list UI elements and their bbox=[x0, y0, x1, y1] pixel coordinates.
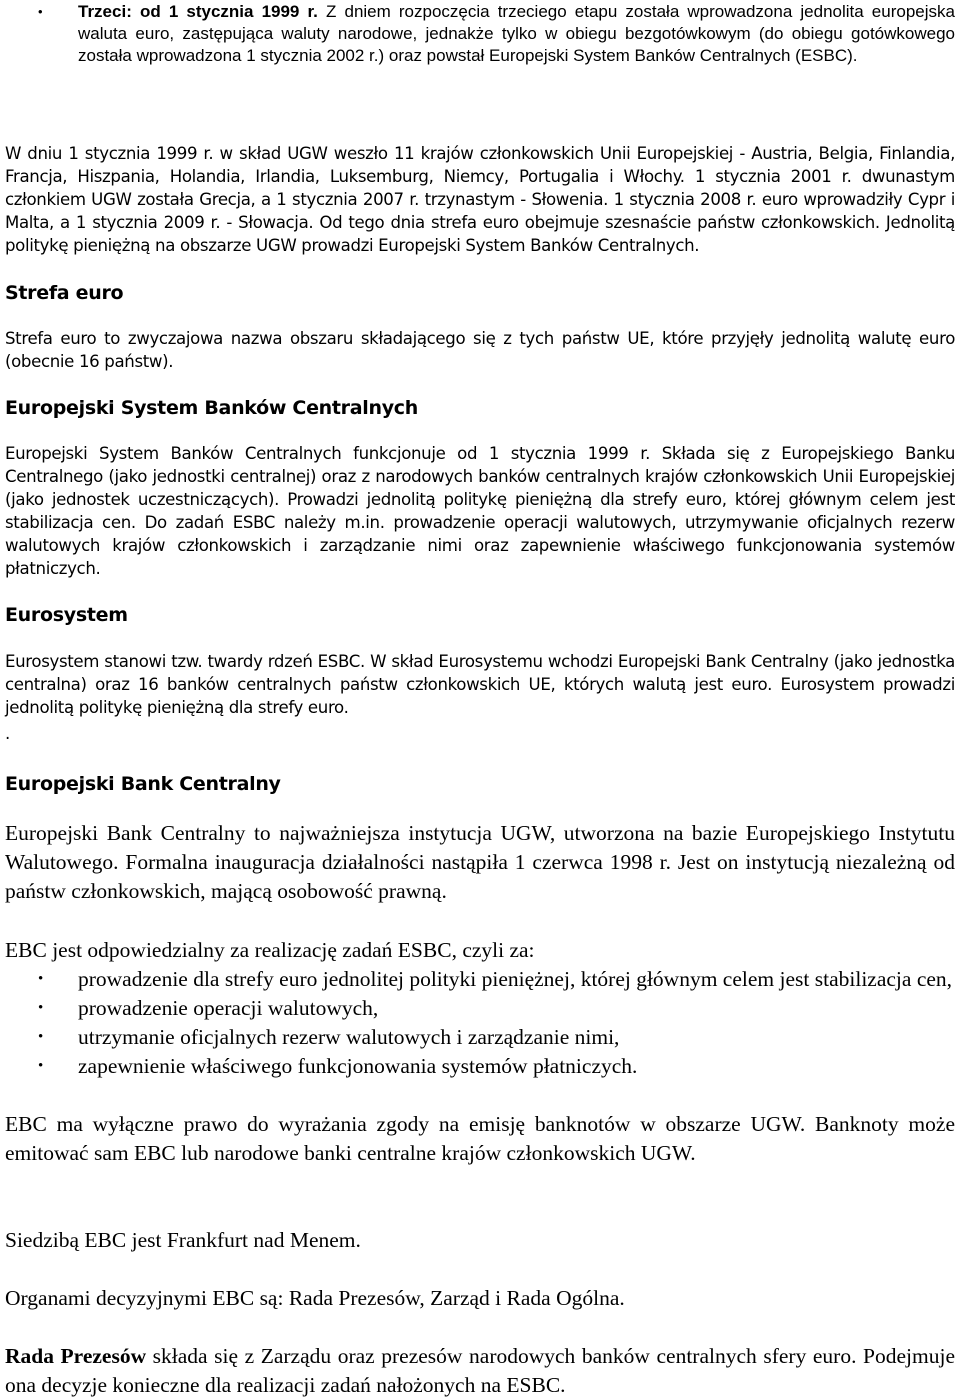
list-bullet-dot: • bbox=[38, 1058, 44, 1074]
section-heading-eurosystem: Eurosystem bbox=[5, 604, 128, 626]
intro-bullet-dot: • bbox=[38, 4, 43, 19]
list-item bbox=[5, 1052, 955, 1081]
list-item-text: zapewnienie właściwego funkcjonowania systemów płatniczych. bbox=[78, 1054, 638, 1078]
list-item bbox=[5, 965, 955, 994]
rada-prezesow-text: składa się z Zarządu oraz prezesów narodowych banków centralnych sfery euro. Podejmuje ona decyzje konieczne dla realizacji zadań nałożonych na ESBC. bbox=[5, 1344, 955, 1397]
section-heading-strefa-euro: Strefa euro bbox=[5, 282, 124, 304]
list-item-text: prowadzenie dla strefy euro jednolitej polityki pieniężnej, której głównym celem jest stabilizacja cen, bbox=[78, 967, 953, 991]
list-bullet-dot: • bbox=[38, 1000, 44, 1016]
section-heading-ebc: Europejski Bank Centralny bbox=[5, 773, 281, 795]
ebc-seat-paragraph: Siedzibą EBC jest Frankfurt nad Menem. bbox=[5, 1228, 361, 1252]
list-item bbox=[5, 994, 955, 1023]
section-heading-esbc: Europejski System Banków Centralnych bbox=[5, 397, 418, 419]
list-bullet-dot: • bbox=[38, 971, 44, 987]
ebc-intro-paragraph: Europejski Bank Centralny to najważniejsza instytucja UGW, utworzona na bazie Europejskiego Instytutu Walutowego. Formalna inauguracja działalności nastąpiła 1 czerwca 1998 r. Jest on instytucją niezależną od państw członkowskich, mającą osobowość prawną. bbox=[5, 821, 955, 903]
ugw-paragraph: W dniu 1 stycznia 1999 r. w skład UGW weszło 11 krajów członkowskich Unii Europejskiej - Austria, Belgia, Finlandia, Francja, Hiszpania, Holandia, Irlandia, Luksemburg, Niemcy, Portugalia i Włochy. 1 stycznia 2001 r. dwunastym członkiem UGW została Grecja, a 1 stycznia 2007 r. trzynastym - Słowenia. 1 stycznia 2008 r. euro wprowadziły Cypr i Malta, a 1 stycznia 2009 r. - Słowacja. Od tego dnia strefa euro obejmuje szesnaście państw członkowskich. Jednolitą politykę pieniężną na obszarze UGW prowadzi Europejski System Banków Centralnych. bbox=[5, 144, 955, 255]
rada-prezesow-paragraph bbox=[5, 1342, 955, 1400]
strefa-euro-paragraph: Strefa euro to zwyczajowa nazwa obszaru składającego się z tych państw UE, które przyjęły jednolitą walutę euro (obecnie 16 państw). bbox=[5, 329, 955, 371]
esbc-paragraph: Europejski System Banków Centralnych funkcjonuje od 1 stycznia 1999 r. Składa się z Europejskiego Banku Centralnego (jako jednostki centralnej) oraz z narodowych banków centralnych krajów członkowskich Unii Europejskiej (jako jednostek uczestniczących). Prowadzi jednolitą politykę pieniężną dla strefy euro, której głównym celem jest stabilizacja cen. Do zadań ESBC należy m.in. prowadzenie operacji walutowych, utrzymywanie oficjalnych rezerw walutowych krajów członkowskich i zarządzanie nimi oraz zapewnienie właściwego funkcjonowania systemów płatniczych. bbox=[5, 444, 955, 578]
ebc-banknotes-paragraph: EBC ma wyłączne prawo do wyrażania zgody na emisję banknotów w obszarze UGW. Banknoty może emitować sam EBC lub narodowe banki centralne krajów członkowskich UGW. bbox=[5, 1112, 955, 1165]
ebc-tasks-intro: EBC jest odpowiedzialny za realizację zadań ESBC, czyli za: bbox=[5, 938, 535, 962]
eurosystem-paragraph: Eurosystem stanowi tzw. twardy rdzeń ESBC. W skład Eurosystemu wchodzi Europejski Bank Centralny (jako jednostka centralna) oraz 16 banków centralnych państw członkowskich UE, których walutą jest euro. Eurosystem prowadzi jednolitą politykę pieniężną dla strefy euro. bbox=[5, 652, 955, 717]
intro-bullet-paragraph bbox=[78, 1, 955, 67]
intro-bold-lead: Trzeci: od 1 stycznia 1999 r. bbox=[78, 2, 318, 21]
list-item bbox=[5, 1023, 955, 1052]
ebc-tasks-list bbox=[5, 965, 955, 1081]
list-item-text: prowadzenie operacji walutowych, bbox=[78, 996, 379, 1020]
rada-prezesow-bold: Rada Prezesów bbox=[5, 1344, 147, 1368]
list-item-text: utrzymanie oficjalnych rezerw walutowych i zarządzanie nimi, bbox=[78, 1025, 620, 1049]
ebc-organs-paragraph: Organami decyzyjnymi EBC są: Rada Prezesów, Zarząd i Rada Ogólna. bbox=[5, 1286, 625, 1310]
intro-text: Z dniem rozpoczęcia trzeciego etapu została wprowadzona jednolita europejska waluta euro, zastępująca waluty narodowe, jednakże tylko w obiegu bezgotówkowym (do obiegu gotówkowego została wprowadzona 1 stycznia 2002 r.) oraz powstał Europejski System Banków Centralnych (ESBC). bbox=[78, 2, 955, 65]
stray-dot: . bbox=[5, 724, 10, 743]
list-bullet-dot: • bbox=[38, 1029, 44, 1045]
